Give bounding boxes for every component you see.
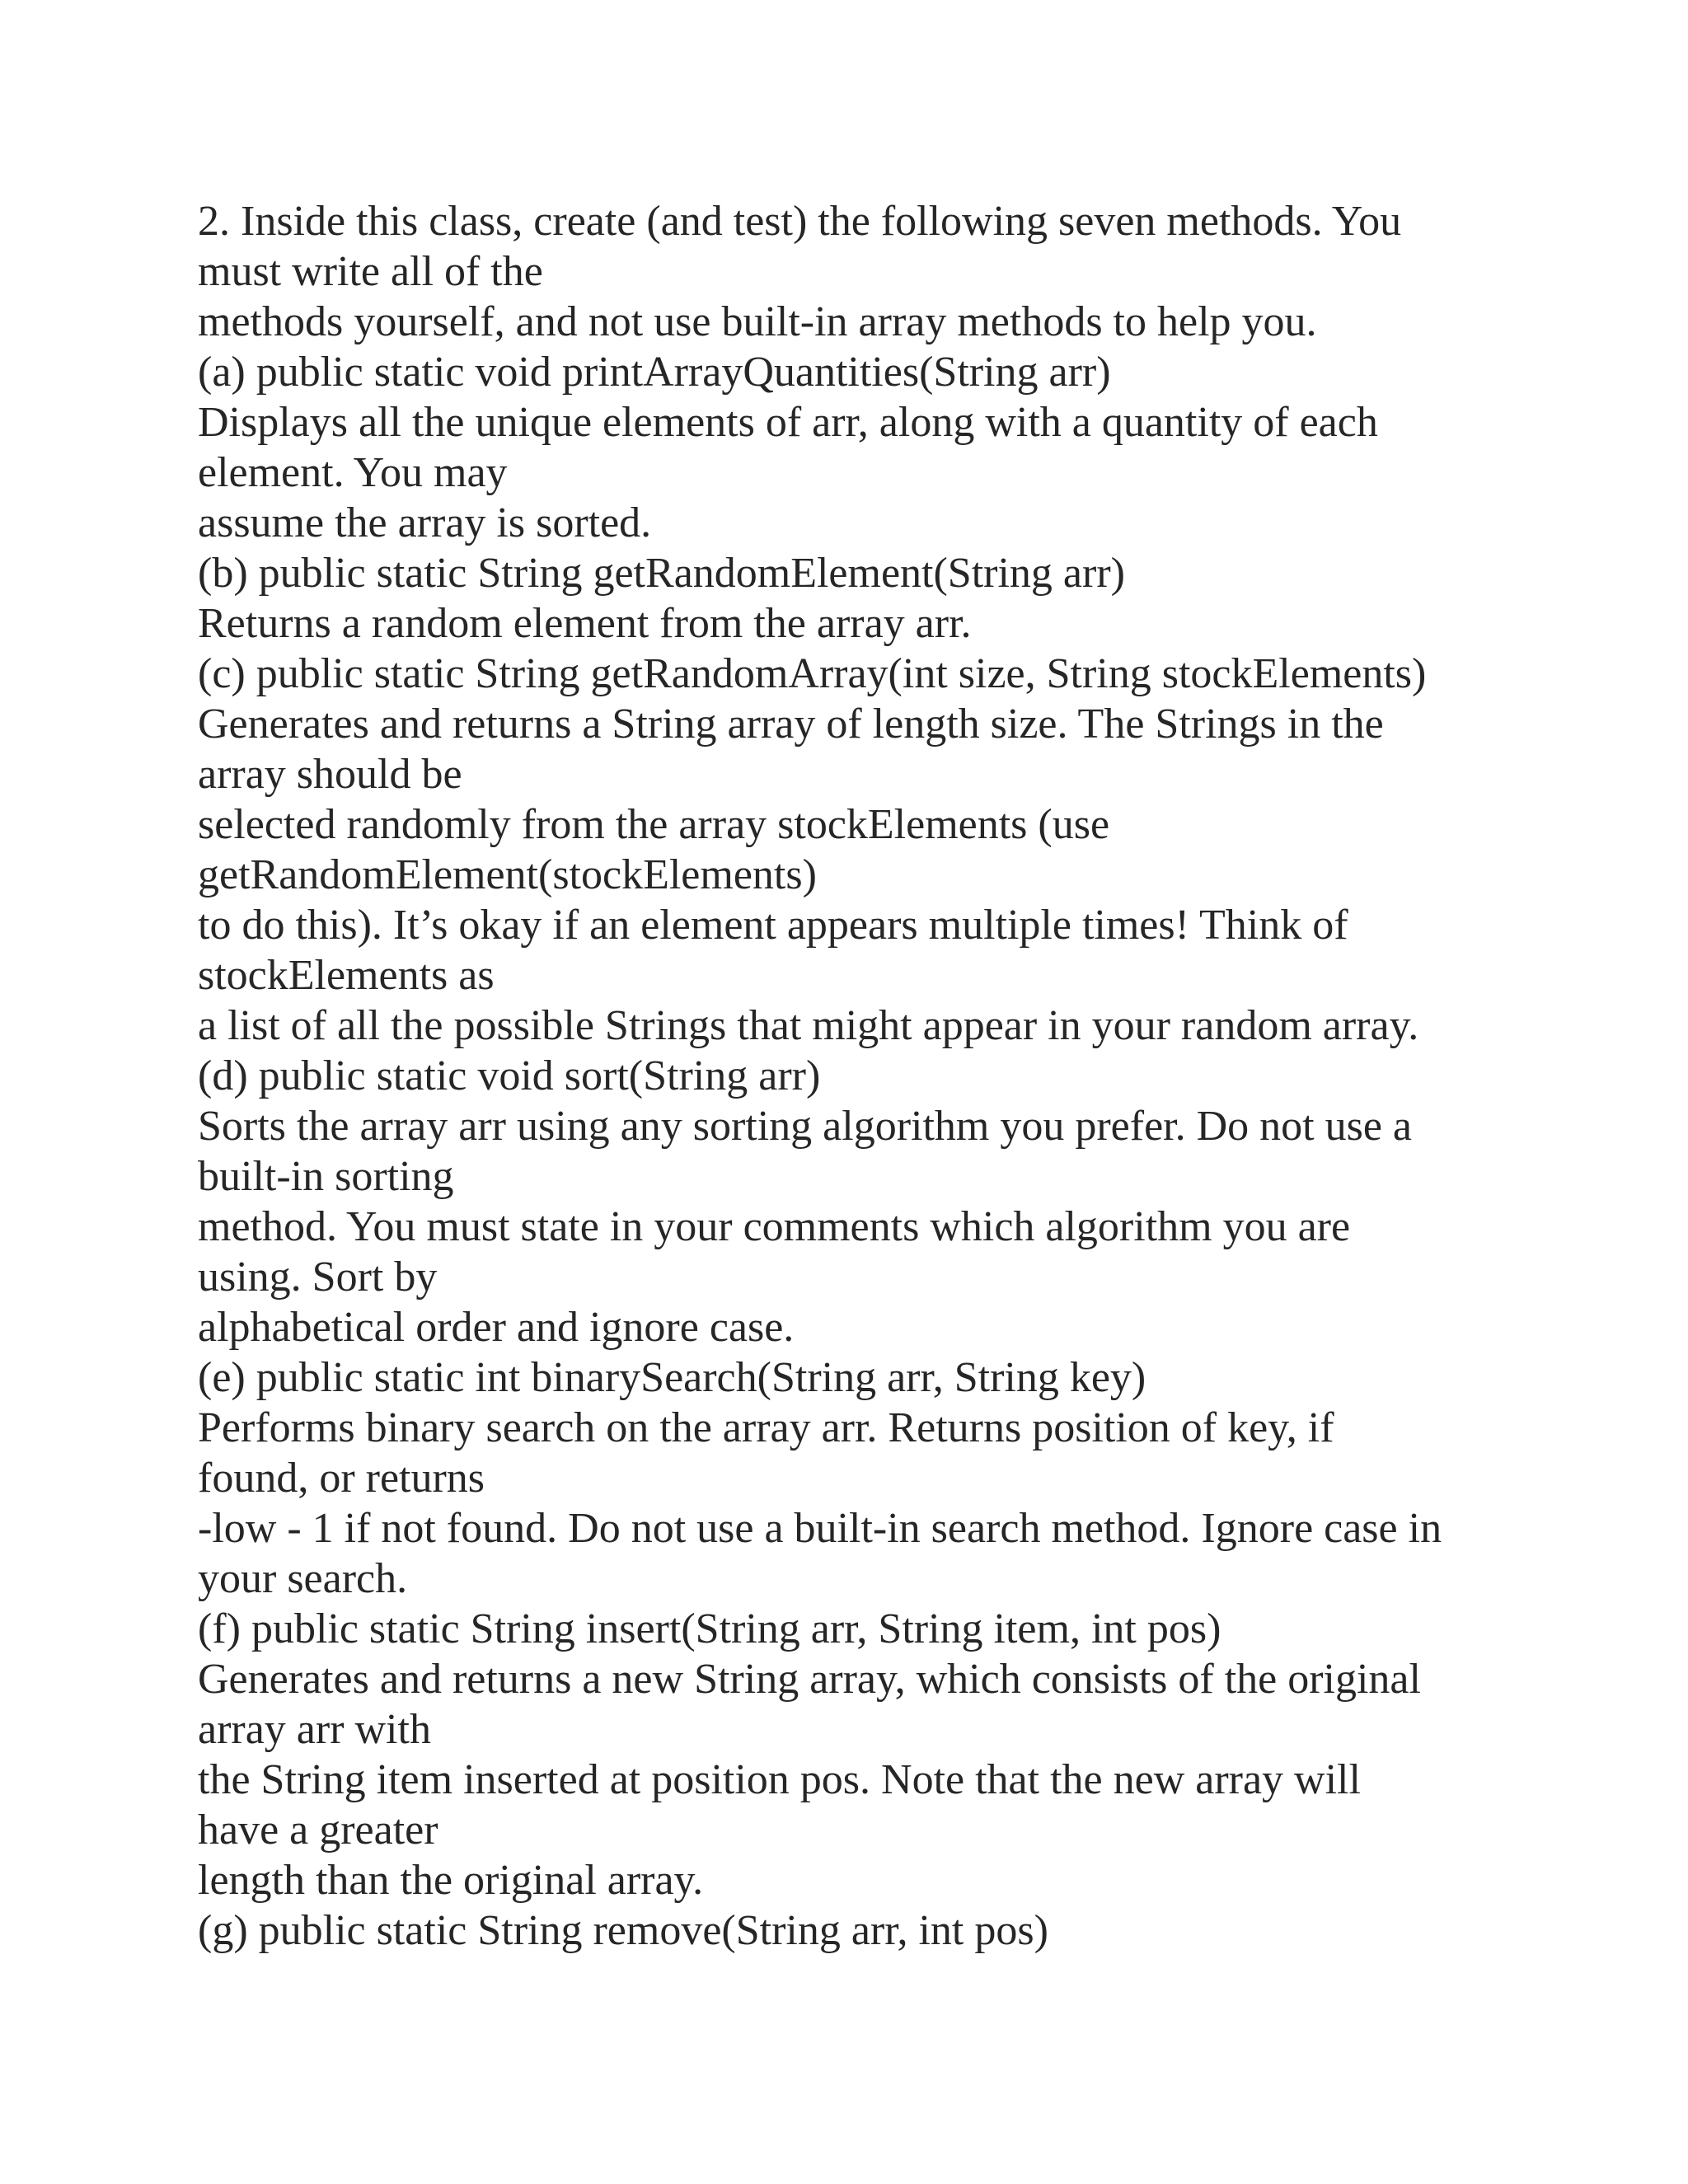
- method-signature-f: (f) public static String insert(String arr, String item, int pos): [198, 1605, 1221, 1652]
- text-line: length than the original array.: [198, 1857, 704, 1904]
- text-line: Performs binary search on the array arr. Returns position of key, if: [198, 1404, 1334, 1451]
- text-line: Displays all the unique elements of arr, along with a quantity of each: [198, 399, 1378, 446]
- text-line: 2. Inside this class, create (and test) the following seven methods. You: [198, 198, 1402, 245]
- text-line: Generates and returns a String array of length size. The Strings in the: [198, 701, 1384, 748]
- text-line: Sorts the array arr using any sorting algorithm you prefer. Do not use a: [198, 1103, 1412, 1150]
- text-line: method. You must state in your comments which algorithm you are: [198, 1203, 1351, 1250]
- text-line: selected randomly from the array stockElements (use: [198, 801, 1110, 848]
- text-line: element. You may: [198, 449, 508, 496]
- text-line: Returns a random element from the array arr.: [198, 600, 972, 647]
- method-signature-a: (a) public static void printArrayQuantities(String arr): [198, 349, 1111, 396]
- text-line: assume the array is sorted.: [198, 499, 652, 546]
- text-line: have a greater: [198, 1807, 438, 1854]
- text-line: -low - 1 if not found. Do not use a built-in search method. Ignore case in: [198, 1505, 1442, 1552]
- text-line: a list of all the possible Strings that might appear in your random array.: [198, 1002, 1419, 1049]
- text-line: using. Sort by: [198, 1254, 438, 1301]
- text-line: alphabetical order and ignore case.: [198, 1304, 795, 1351]
- text-line: stockElements as: [198, 952, 495, 999]
- text-line: Generates and returns a new String array, which consists of the original: [198, 1656, 1421, 1703]
- text-line: getRandomElement(stockElements): [198, 851, 817, 898]
- text-line: found, or returns: [198, 1455, 485, 1502]
- text-line: array arr with: [198, 1706, 431, 1753]
- text-line: built-in sorting: [198, 1153, 454, 1200]
- text-line: methods yourself, and not use built-in array methods to help you.: [198, 298, 1317, 345]
- text-line: your search.: [198, 1555, 408, 1602]
- text-line: array should be: [198, 751, 462, 798]
- method-signature-g: (g) public static String remove(String arr, int pos): [198, 1907, 1048, 1954]
- method-signature-d: (d) public static void sort(String arr): [198, 1052, 821, 1099]
- method-signature-b: (b) public static String getRandomElement(String arr): [198, 550, 1125, 597]
- assignment-text: [198, 196, 1517, 1956]
- method-signature-e: (e) public static int binarySearch(String arr, String key): [198, 1354, 1146, 1401]
- text-line: to do this). It’s okay if an element appears multiple times! Think of: [198, 902, 1348, 949]
- text-line: the String item inserted at position pos. Note that the new array will: [198, 1756, 1361, 1803]
- text-line: must write all of the: [198, 248, 543, 295]
- method-signature-c: (c) public static String getRandomArray(int size, String stockElements): [198, 650, 1427, 697]
